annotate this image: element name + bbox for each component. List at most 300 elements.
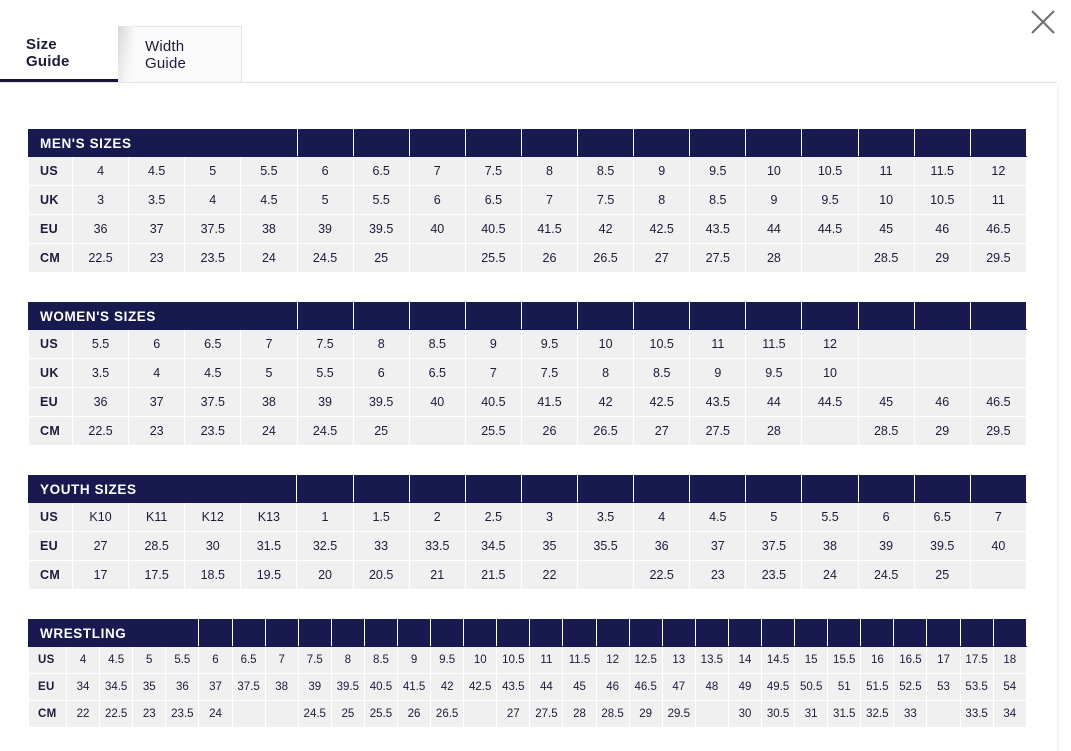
table-header-filler xyxy=(802,130,858,157)
table-header-filler xyxy=(265,620,298,647)
table-header-filler xyxy=(297,476,353,503)
size-cell: 24.5 xyxy=(298,701,331,728)
size-cell: 5 xyxy=(297,186,353,215)
size-cell: 20.5 xyxy=(353,561,409,590)
size-cell: 6 xyxy=(409,186,465,215)
table-header-filler xyxy=(634,476,690,503)
size-cell: 46.5 xyxy=(970,388,1026,417)
size-cell: 26.5 xyxy=(578,417,634,446)
size-cell: 9.5 xyxy=(431,647,464,674)
size-cell: 37 xyxy=(129,215,185,244)
size-cell: 9.5 xyxy=(746,359,802,388)
table-header-filler xyxy=(695,620,728,647)
size-cell: 46 xyxy=(914,215,970,244)
size-cell: 42.5 xyxy=(634,388,690,417)
size-cell: 12 xyxy=(802,330,858,359)
size-cell: 15 xyxy=(795,647,828,674)
size-cell: 32.5 xyxy=(297,532,353,561)
table-header-filler xyxy=(690,476,746,503)
table-header-filler xyxy=(465,130,521,157)
size-cell: 51 xyxy=(828,674,861,701)
size-cell xyxy=(914,359,970,388)
size-cell: 11 xyxy=(970,186,1026,215)
table-header-filler xyxy=(802,476,858,503)
table-header-filler xyxy=(690,303,746,330)
size-cell: 46 xyxy=(596,674,629,701)
size-cell: 10.5 xyxy=(914,186,970,215)
size-cell: 46.5 xyxy=(629,674,662,701)
size-cell: 42 xyxy=(578,215,634,244)
size-cell: 28 xyxy=(746,244,802,273)
size-cell: 6.5 xyxy=(353,157,409,186)
size-cell: 39.5 xyxy=(353,215,409,244)
table-header-filler xyxy=(521,130,577,157)
table-header-filler xyxy=(298,620,331,647)
size-cell: 46 xyxy=(914,388,970,417)
size-cell: 17 xyxy=(73,561,129,590)
size-cell: 27 xyxy=(497,701,530,728)
size-cell: 27 xyxy=(634,244,690,273)
size-cell: 17.5 xyxy=(960,647,993,674)
size-cell: 8.5 xyxy=(690,186,746,215)
size-cell: 35 xyxy=(521,532,577,561)
size-cell: 24.5 xyxy=(858,561,914,590)
size-table-2 xyxy=(28,302,1027,446)
table-row xyxy=(29,561,1027,590)
size-cell: 44.5 xyxy=(802,215,858,244)
size-cell: 42 xyxy=(431,674,464,701)
size-cell: 27 xyxy=(73,532,129,561)
size-cell: K10 xyxy=(73,503,129,532)
size-cell xyxy=(970,561,1026,590)
size-cell: 21.5 xyxy=(465,561,521,590)
row-label: EU xyxy=(29,532,73,561)
size-cell: 38 xyxy=(265,674,298,701)
size-cell: 7 xyxy=(265,647,298,674)
size-cell: 3.5 xyxy=(73,359,129,388)
size-cell: 7.5 xyxy=(465,157,521,186)
size-cell: 14 xyxy=(728,647,761,674)
size-cell: 38 xyxy=(241,388,297,417)
tab-size-guide-label: Size Guide xyxy=(26,35,70,70)
size-cell: 40 xyxy=(970,532,1026,561)
size-cell: 23.5 xyxy=(185,244,241,273)
tab-strip xyxy=(0,26,1071,82)
table-header-filler xyxy=(409,476,465,503)
size-cell: 10 xyxy=(802,359,858,388)
size-cell: 25.5 xyxy=(364,701,397,728)
size-cell: 31.5 xyxy=(241,532,297,561)
table-header-filler xyxy=(353,130,409,157)
table-header-filler xyxy=(521,476,577,503)
size-cell: 6.5 xyxy=(465,186,521,215)
size-cell: 24 xyxy=(199,701,232,728)
size-cell: 8 xyxy=(331,647,364,674)
size-cell: 42 xyxy=(578,388,634,417)
table-title: MEN'S SIZES xyxy=(29,130,298,157)
size-cell xyxy=(578,561,634,590)
size-cell: 26 xyxy=(521,417,577,446)
size-cell: 4.5 xyxy=(690,503,746,532)
size-cell: 33 xyxy=(353,532,409,561)
size-cell: 18.5 xyxy=(185,561,241,590)
size-cell: 9 xyxy=(465,330,521,359)
table-header-filler xyxy=(858,303,914,330)
row-label: CM xyxy=(29,244,73,273)
size-cell: 11.5 xyxy=(746,330,802,359)
size-cell: 40.5 xyxy=(364,674,397,701)
size-cell: 9.5 xyxy=(690,157,746,186)
size-cell: 10 xyxy=(464,647,497,674)
size-cell: 37 xyxy=(199,674,232,701)
size-cell: 50.5 xyxy=(795,674,828,701)
size-cell: 23.5 xyxy=(166,701,199,728)
size-cell: 1.5 xyxy=(353,503,409,532)
table-row xyxy=(29,359,1027,388)
row-label: US xyxy=(29,330,73,359)
size-cell: 6.5 xyxy=(185,330,241,359)
table-header-filler xyxy=(297,130,353,157)
table-header-filler xyxy=(331,620,364,647)
size-cell: 26 xyxy=(397,701,430,728)
size-cell: 11 xyxy=(530,647,563,674)
size-cell: 15.5 xyxy=(828,647,861,674)
size-cell: 9.5 xyxy=(802,186,858,215)
size-cell: 38 xyxy=(241,215,297,244)
table-header-row xyxy=(29,303,1027,330)
size-cell: 8 xyxy=(634,186,690,215)
table-header-filler xyxy=(409,130,465,157)
size-cell: 37.5 xyxy=(185,388,241,417)
size-cell xyxy=(802,244,858,273)
size-cell: 41.5 xyxy=(521,388,577,417)
size-tables-container xyxy=(28,129,1026,751)
size-cell: 25.5 xyxy=(465,244,521,273)
size-table-1 xyxy=(28,129,1027,273)
size-cell: 17.5 xyxy=(129,561,185,590)
size-cell: 9 xyxy=(746,186,802,215)
size-cell: 43.5 xyxy=(497,674,530,701)
size-cell xyxy=(802,417,858,446)
size-cell: 48 xyxy=(695,674,728,701)
size-cell: 44.5 xyxy=(802,388,858,417)
table-title: WOMEN'S SIZES xyxy=(29,303,298,330)
size-cell: 10 xyxy=(746,157,802,186)
size-cell: 8 xyxy=(353,330,409,359)
size-cell: 5 xyxy=(133,647,166,674)
size-cell xyxy=(232,701,265,728)
table-header-filler xyxy=(828,620,861,647)
size-cell: 54 xyxy=(993,674,1026,701)
table-row xyxy=(29,532,1027,561)
size-table-3 xyxy=(28,475,1027,590)
size-cell: 44 xyxy=(746,388,802,417)
size-cell: 39 xyxy=(298,674,331,701)
table-header-filler xyxy=(970,303,1026,330)
size-cell: 35.5 xyxy=(578,532,634,561)
size-cell: 8 xyxy=(578,359,634,388)
table-header-filler xyxy=(858,130,914,157)
size-cell: 30 xyxy=(185,532,241,561)
size-cell: 34 xyxy=(993,701,1026,728)
size-cell: 39.5 xyxy=(914,532,970,561)
table-header-filler xyxy=(960,620,993,647)
size-cell: 2.5 xyxy=(465,503,521,532)
size-cell: 8.5 xyxy=(364,647,397,674)
size-cell: 16 xyxy=(861,647,894,674)
size-cell: 39 xyxy=(297,388,353,417)
size-cell: 42.5 xyxy=(634,215,690,244)
size-cell: 7.5 xyxy=(578,186,634,215)
size-cell: 37.5 xyxy=(746,532,802,561)
row-label: US xyxy=(29,647,67,674)
size-cell: 49 xyxy=(728,674,761,701)
size-cell: 10 xyxy=(578,330,634,359)
size-cell: 7.5 xyxy=(298,647,331,674)
size-cell: 37.5 xyxy=(232,674,265,701)
size-cell: 6 xyxy=(858,503,914,532)
size-cell: 29 xyxy=(914,417,970,446)
size-cell: 25 xyxy=(353,417,409,446)
table-header-filler xyxy=(464,620,497,647)
size-cell: 41.5 xyxy=(397,674,430,701)
size-cell: 5 xyxy=(185,157,241,186)
size-cell: 10 xyxy=(858,186,914,215)
size-cell: 40.5 xyxy=(465,215,521,244)
size-cell: 22.5 xyxy=(73,244,129,273)
size-cell: 12.5 xyxy=(629,647,662,674)
size-cell: 25.5 xyxy=(465,417,521,446)
row-label: UK xyxy=(29,186,73,215)
size-cell: 49.5 xyxy=(762,674,795,701)
size-cell: 11 xyxy=(690,330,746,359)
tab-size-guide[interactable] xyxy=(0,26,118,82)
table-header-filler xyxy=(914,476,970,503)
size-cell: 5 xyxy=(241,359,297,388)
size-cell: 11 xyxy=(858,157,914,186)
size-cell xyxy=(695,701,728,728)
tab-width-guide[interactable] xyxy=(118,26,242,82)
size-cell: 29.5 xyxy=(662,701,695,728)
size-cell: 10.5 xyxy=(802,157,858,186)
table-header-filler xyxy=(927,620,960,647)
table-header-filler xyxy=(353,476,409,503)
size-cell: 24 xyxy=(241,244,297,273)
table-header-filler xyxy=(578,130,634,157)
table-header-filler xyxy=(970,130,1026,157)
table-header-row xyxy=(29,620,1027,647)
table-header-filler xyxy=(465,476,521,503)
table-header-row xyxy=(29,130,1027,157)
table-header-filler xyxy=(232,620,265,647)
size-cell: 28 xyxy=(746,417,802,446)
size-cell: 30.5 xyxy=(762,701,795,728)
size-cell: 6 xyxy=(297,157,353,186)
size-cell: 27.5 xyxy=(690,417,746,446)
size-cell: 43.5 xyxy=(690,388,746,417)
size-cell: 3.5 xyxy=(129,186,185,215)
size-cell: 21 xyxy=(409,561,465,590)
size-cell: 39 xyxy=(858,532,914,561)
table-header-filler xyxy=(795,620,828,647)
size-table-4 xyxy=(28,619,1027,728)
table-header-filler xyxy=(465,303,521,330)
table-row xyxy=(29,186,1027,215)
size-cell: 4.5 xyxy=(129,157,185,186)
size-cell: 5.5 xyxy=(166,647,199,674)
size-cell: 7 xyxy=(465,359,521,388)
table-header-filler xyxy=(578,303,634,330)
size-cell: 31.5 xyxy=(828,701,861,728)
size-cell: 5.5 xyxy=(241,157,297,186)
size-cell: 28.5 xyxy=(858,244,914,273)
row-label: EU xyxy=(29,674,67,701)
table-header-filler xyxy=(746,476,802,503)
size-cell: 19.5 xyxy=(241,561,297,590)
size-cell: 7 xyxy=(521,186,577,215)
size-cell: 23 xyxy=(129,417,185,446)
size-cell: 34.5 xyxy=(100,674,133,701)
size-cell: 9.5 xyxy=(521,330,577,359)
size-cell: 43.5 xyxy=(690,215,746,244)
table-header-filler xyxy=(894,620,927,647)
size-cell: 9 xyxy=(397,647,430,674)
size-cell: 7.5 xyxy=(297,330,353,359)
size-cell xyxy=(464,701,497,728)
size-cell: 8.5 xyxy=(634,359,690,388)
size-cell xyxy=(409,244,465,273)
size-cell: 40 xyxy=(409,388,465,417)
size-cell: 11.5 xyxy=(563,647,596,674)
size-cell: 29.5 xyxy=(970,417,1026,446)
table-row xyxy=(29,157,1027,186)
size-cell xyxy=(858,359,914,388)
size-cell: 7 xyxy=(241,330,297,359)
size-guide-panel xyxy=(0,82,1057,751)
size-cell: K12 xyxy=(185,503,241,532)
size-cell: 25 xyxy=(914,561,970,590)
size-cell: 5.5 xyxy=(297,359,353,388)
size-cell: 29.5 xyxy=(970,244,1026,273)
size-cell: 23.5 xyxy=(185,417,241,446)
size-cell: 6.5 xyxy=(914,503,970,532)
size-cell: 17 xyxy=(927,647,960,674)
size-cell: 1 xyxy=(297,503,353,532)
size-cell: 29 xyxy=(629,701,662,728)
table-header-filler xyxy=(578,476,634,503)
table-row xyxy=(29,244,1027,273)
size-cell: 10.5 xyxy=(634,330,690,359)
row-label: CM xyxy=(29,701,67,728)
table-header-filler xyxy=(521,303,577,330)
table-row xyxy=(29,417,1027,446)
size-cell: 9 xyxy=(690,359,746,388)
table-header-filler xyxy=(297,303,353,330)
size-cell: 6 xyxy=(129,330,185,359)
size-cell: 51.5 xyxy=(861,674,894,701)
size-cell: 5.5 xyxy=(73,330,129,359)
size-cell: 6 xyxy=(199,647,232,674)
table-header-filler xyxy=(858,476,914,503)
size-cell: 53.5 xyxy=(960,674,993,701)
table-header-filler xyxy=(409,303,465,330)
size-cell: 36 xyxy=(634,532,690,561)
table-header-filler xyxy=(762,620,795,647)
size-cell: 7.5 xyxy=(521,359,577,388)
size-cell: 5.5 xyxy=(802,503,858,532)
table-header-filler xyxy=(746,130,802,157)
size-cell xyxy=(970,330,1026,359)
row-label: US xyxy=(29,157,73,186)
table-header-filler xyxy=(397,620,430,647)
size-cell: 40.5 xyxy=(465,388,521,417)
size-cell: 45 xyxy=(858,388,914,417)
size-cell: 27.5 xyxy=(690,244,746,273)
size-cell: 25 xyxy=(353,244,409,273)
size-cell: 22.5 xyxy=(634,561,690,590)
row-label: EU xyxy=(29,215,73,244)
table-header-filler xyxy=(530,620,563,647)
tab-width-guide-label: Width Guide xyxy=(145,37,187,72)
size-cell: 42.5 xyxy=(464,674,497,701)
size-cell: 4 xyxy=(129,359,185,388)
table-row xyxy=(29,701,1027,728)
row-label: EU xyxy=(29,388,73,417)
table-header-filler xyxy=(497,620,530,647)
size-cell: 39.5 xyxy=(331,674,364,701)
size-cell: 14.5 xyxy=(762,647,795,674)
size-cell: 37.5 xyxy=(185,215,241,244)
size-cell: 34 xyxy=(67,674,100,701)
table-row xyxy=(29,647,1027,674)
size-cell: 36 xyxy=(166,674,199,701)
size-cell: 4 xyxy=(634,503,690,532)
size-cell: 24.5 xyxy=(297,417,353,446)
size-cell: 7 xyxy=(409,157,465,186)
table-header-filler xyxy=(596,620,629,647)
table-header-filler xyxy=(662,620,695,647)
size-cell: 13.5 xyxy=(695,647,728,674)
size-cell: 23 xyxy=(690,561,746,590)
size-cell: 13 xyxy=(662,647,695,674)
size-cell: 4.5 xyxy=(241,186,297,215)
table-row xyxy=(29,388,1027,417)
table-header-filler xyxy=(563,620,596,647)
size-cell: 4 xyxy=(185,186,241,215)
size-cell: 33 xyxy=(894,701,927,728)
table-header-filler xyxy=(353,303,409,330)
size-cell: 22 xyxy=(67,701,100,728)
size-cell: 32.5 xyxy=(861,701,894,728)
size-cell: 3 xyxy=(73,186,129,215)
size-cell: 4 xyxy=(67,647,100,674)
table-header-filler xyxy=(431,620,464,647)
size-cell: 6 xyxy=(353,359,409,388)
size-cell: 45 xyxy=(858,215,914,244)
size-cell: 36 xyxy=(73,388,129,417)
size-cell: 33.5 xyxy=(409,532,465,561)
size-cell: 5.5 xyxy=(353,186,409,215)
size-cell: 37 xyxy=(129,388,185,417)
size-cell: 39.5 xyxy=(353,388,409,417)
size-cell: 12 xyxy=(970,157,1026,186)
table-row xyxy=(29,330,1027,359)
size-cell: 44 xyxy=(746,215,802,244)
table-header-row xyxy=(29,476,1027,503)
size-cell: 10.5 xyxy=(497,647,530,674)
row-label: CM xyxy=(29,561,73,590)
size-cell: 26 xyxy=(521,244,577,273)
